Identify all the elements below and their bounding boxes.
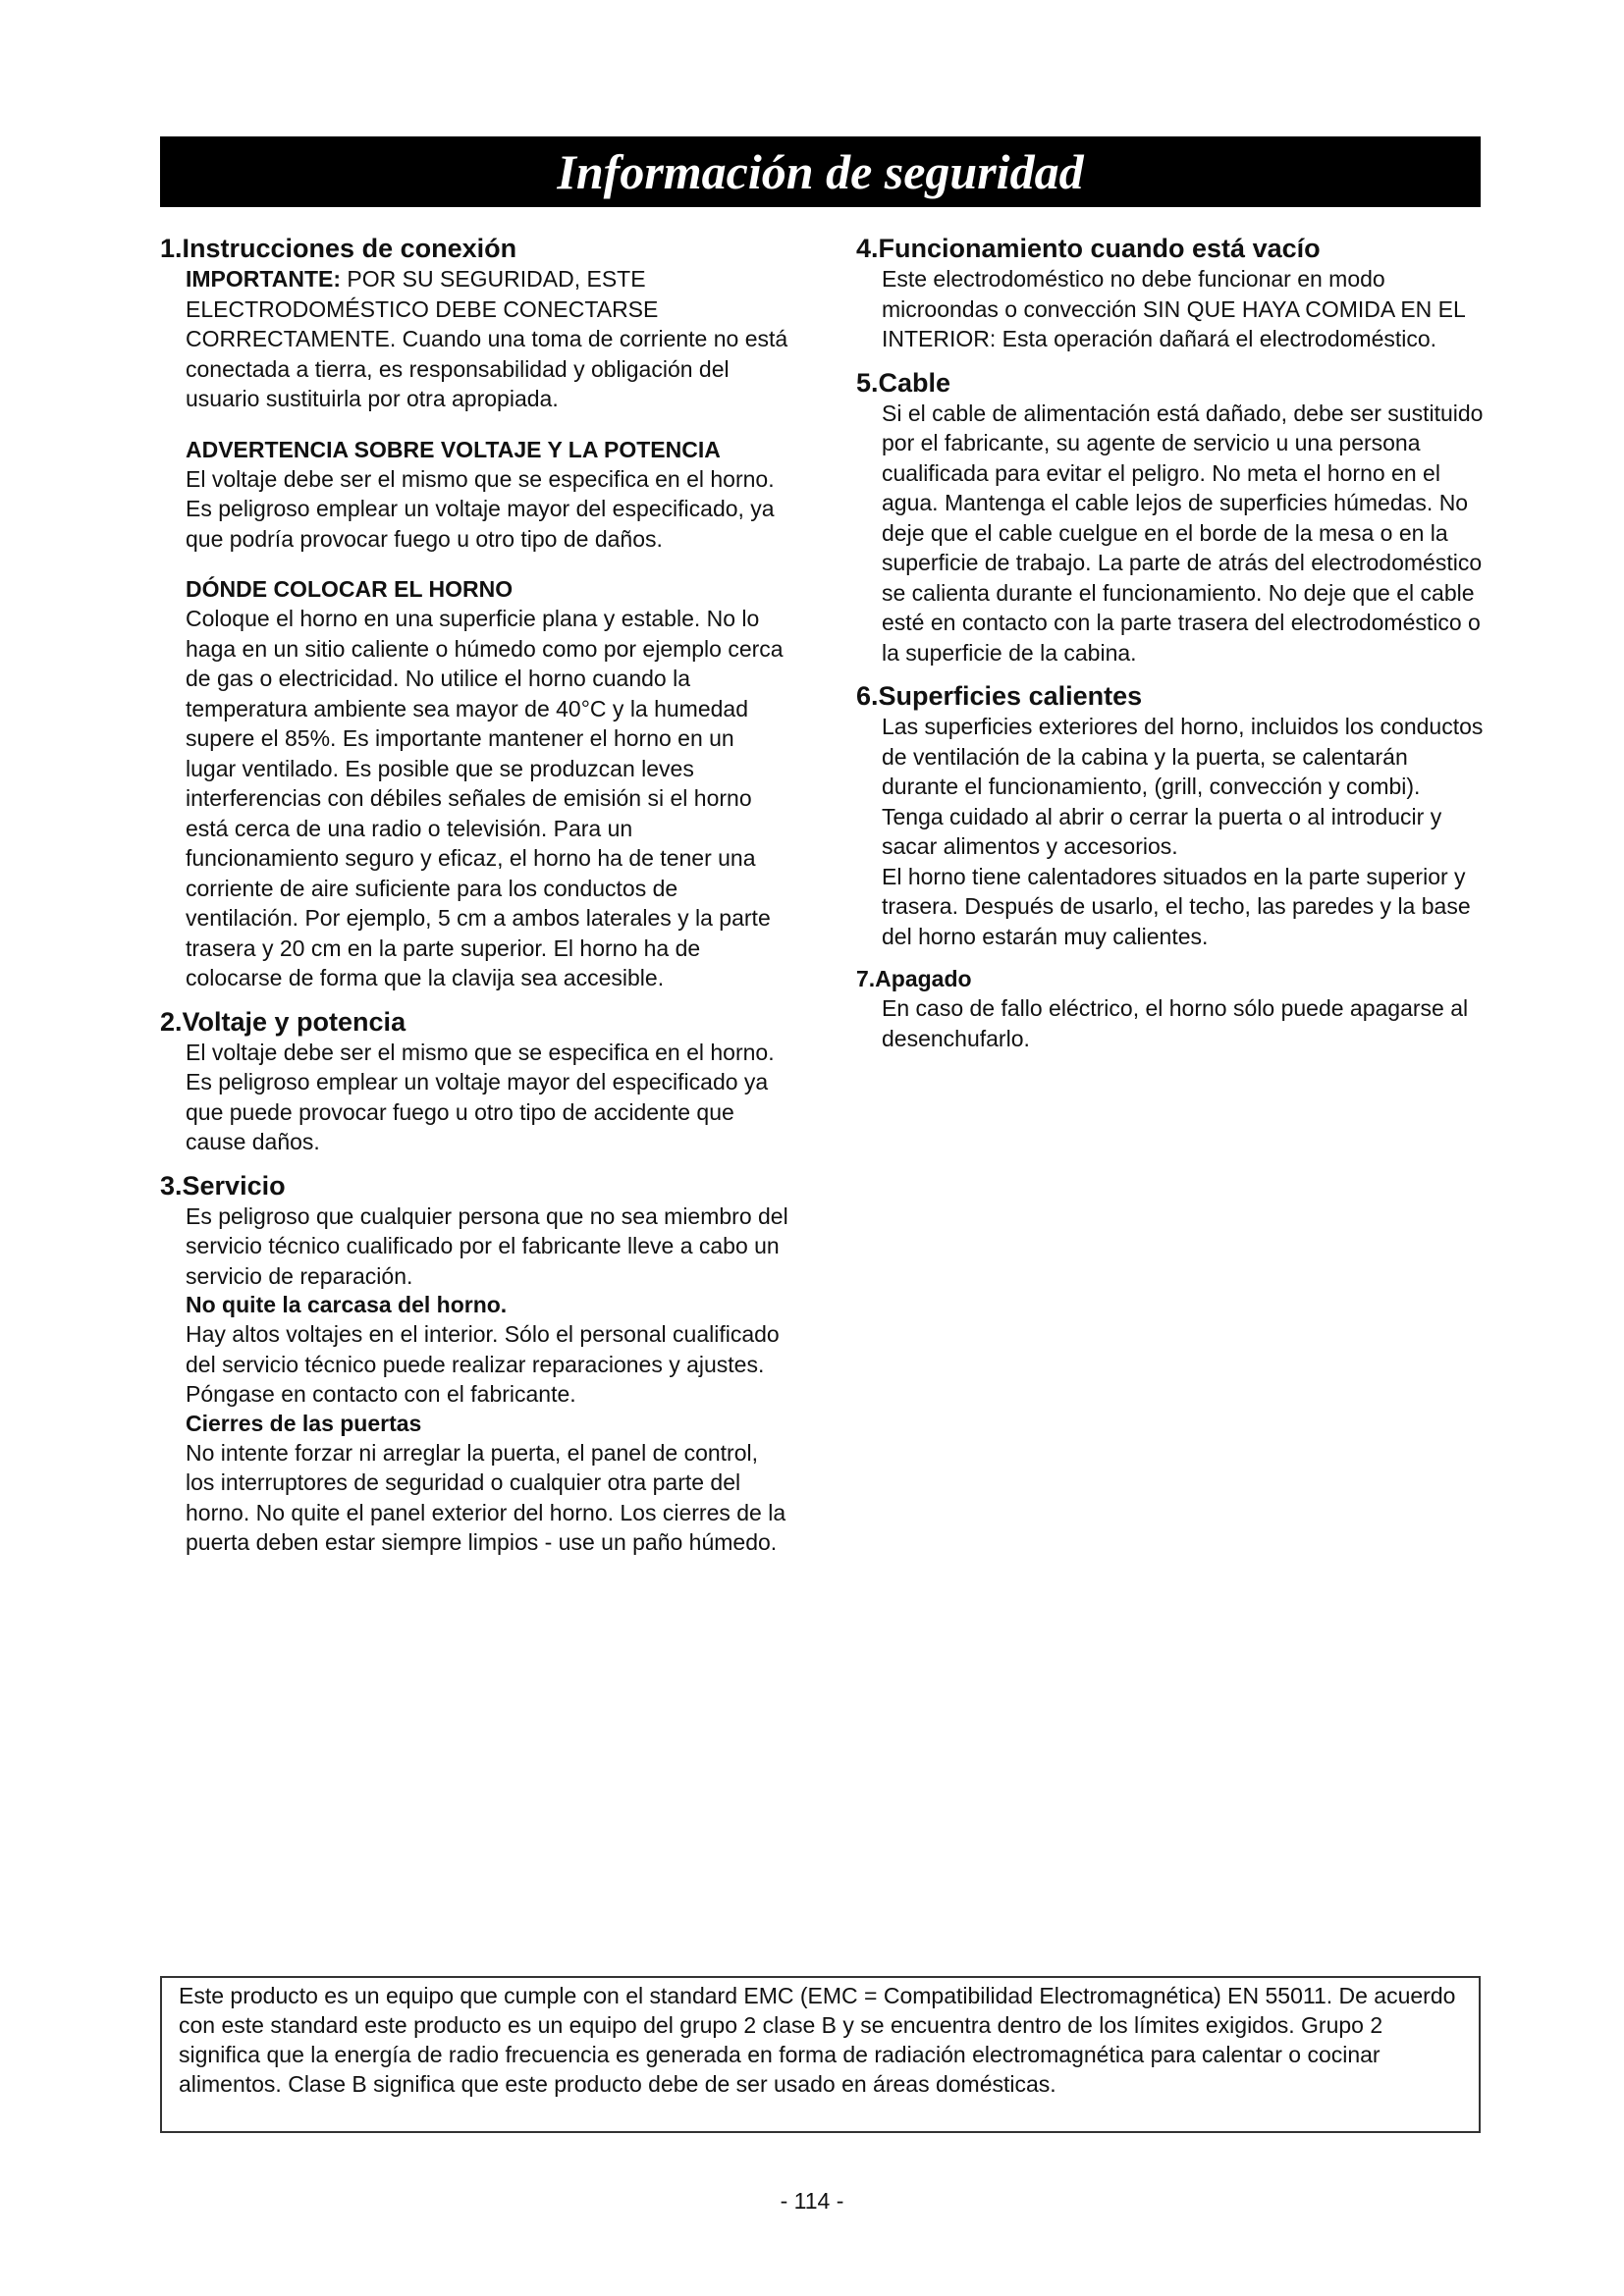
section-title: 6.Superficies calientes [856,681,1143,711]
section-title: 5.Cable [856,367,951,398]
section-body [160,1201,788,1558]
shutdown-text: En caso de fallo eléctrico, el horno sólo puede apagarse al desenchufarlo. [882,995,1469,1051]
casing-heading: No quite la carcasa del horno. [186,1292,508,1317]
section-connection-instructions [160,234,788,993]
page-title: Información de seguridad [160,136,1481,207]
section-title: 2.Voltaje y potencia [160,1006,406,1037]
placement-heading: DÓNDE COLOCAR EL HORNO [186,576,514,602]
casing-text: Hay altos voltajes en el interior. Sólo el personal cualificado del servicio técnico puede realizar reparaciones y ajustes. Póngase en contacto con el fabricante. [186,1321,780,1407]
section-title: 4.Funcionamiento cuando está vacío [856,234,1321,263]
left-column [160,234,788,1572]
section-body [856,264,1485,354]
voltage-power-text: El voltaje debe ser el mismo que se especifica en el horno. Es peligroso emplear un voltaje mayor del especificado ya que puede provocar fuego u otro tipo de accidente que cause daños. [186,1039,775,1154]
section-body [856,993,1485,1053]
door-locks-text: No intente forzar ni arreglar la puerta, el panel de control, los interruptores de seguridad o cualquier otra parte del horno. No quite el panel exterior del horno. Los cierres de la puerta deben estar siempre limpios - use un paño húmedo. [186,1439,786,1555]
hot-surfaces-text: Las superficies exteriores del horno, incluidos los conductos de ventilación de la cabina y la puerta, se calentarán durante el funcionamiento, (grill, convección y combi). Tenga cuidado al abrir o cerrar la puerta o al introducir y sacar alimentos y accesorios. [882,714,1484,859]
cable-text: Si el cable de alimentación está dañado, debe ser sustituido por el fabricante, su agente de servicio u una persona cualificada para evitar el peligro. No meta el horno en el agua. Mantenga el cable lejos de superficies húmedas. No deje que el cable cuelgue en el borde de la mesa o en la superficie de trabajo. La parte de atrás del electrodoméstico se calienta durante el funcionamiento. No deje que el cable esté en contacto con la parte trasera del electrodoméstico o la superficie de la cabina. [882,400,1484,666]
empty-operation-text: Este electrodoméstico no debe funcionar en modo microondas o convección SIN QUE HAYA COMIDA EN EL INTERIOR: Esta operación dañará el electrodoméstico. [882,266,1465,351]
door-locks-heading: Cierres de las puertas [186,1410,422,1436]
section-body [160,1038,788,1157]
section-shutdown [856,965,1485,1053]
section-body [160,264,788,993]
section-empty-operation [856,234,1485,354]
important-label: IMPORTANTE: [186,266,342,292]
section-voltage-power [160,1007,788,1157]
page-number: - 114 - [780,2188,844,2214]
section-title: 3.Servicio [160,1170,286,1201]
voltage-warning-heading: ADVERTENCIA SOBRE VOLTAJE Y LA POTENCIA [186,436,721,462]
hot-surfaces-heaters-text: El horno tiene calentadores situados en la parte superior y trasera. Después de usarlo, el techo, las paredes y la base del horno estarán muy calientes. [882,863,1471,949]
emc-notice-text: Este producto es un equipo que cumple con el standard EMC (EMC = Compatibilidad Electromagnética) EN 55011. De acuerdo con este standard este producto es un equipo del grupo 2 clase B y se encuentra dentro de los límites exigidos. Grupo 2 significa que la energía de radio frecuencia es generada en forma de radiación electromagnética para calentar o cocinar alimentos. Clase B significa que este producto debe de ser usado en áreas domésticas. [179,1983,1456,2097]
emc-notice-box [160,1976,1481,2133]
section-body [856,399,1485,668]
important-text: POR SU SEGURIDAD, ESTE ELECTRODOMÉSTICO DEBE CONECTARSE CORRECTAMENTE. Cuando una toma de corriente no está conectada a tierra, es responsabilidad y obligación del usuario sustituirla por otra apropiada. [186,266,788,411]
important-paragraph [186,264,788,414]
section-title: 7.Apagado [856,966,972,991]
right-column [856,234,1485,1067]
section-cable [856,368,1485,668]
voltage-warning-text: El voltaje debe ser el mismo que se especifica en el horno. Es peligroso emplear un voltaje mayor del especificado, ya que podría provocar fuego u otro tipo de daños. [186,465,775,552]
section-body [856,712,1485,951]
section-service [160,1171,788,1558]
service-text: Es peligroso que cualquier persona que no sea miembro del servicio técnico cualificado por el fabricante lleve a cabo un servicio de reparación. [186,1202,788,1289]
placement-text: Coloque el horno en una superficie plana y estable. No lo haga en un sitio caliente o húmedo como por ejemplo cerca de gas o electricidad. No utilice el horno cuando la temperatura ambiente sea mayor de 40°C y la humedad supere el 85%. Es importante mantener el horno en un lugar ventilado. Es posible que se produzcan leves interferencias con débiles señales de emisión si el horno está cerca de una radio o televisión. Para un funcionamiento seguro y eficaz, el horno ha de tener una corriente de aire suficiente para los conductos de ventilación. Por ejemplo, 5 cm a ambos laterales y la parte trasera y 20 cm en la parte superior. El horno ha de colocarse de forma que la clavija sea accesible. [186,606,784,990]
section-hot-surfaces [856,681,1485,951]
section-title: 1.Instrucciones de conexión [160,234,517,263]
